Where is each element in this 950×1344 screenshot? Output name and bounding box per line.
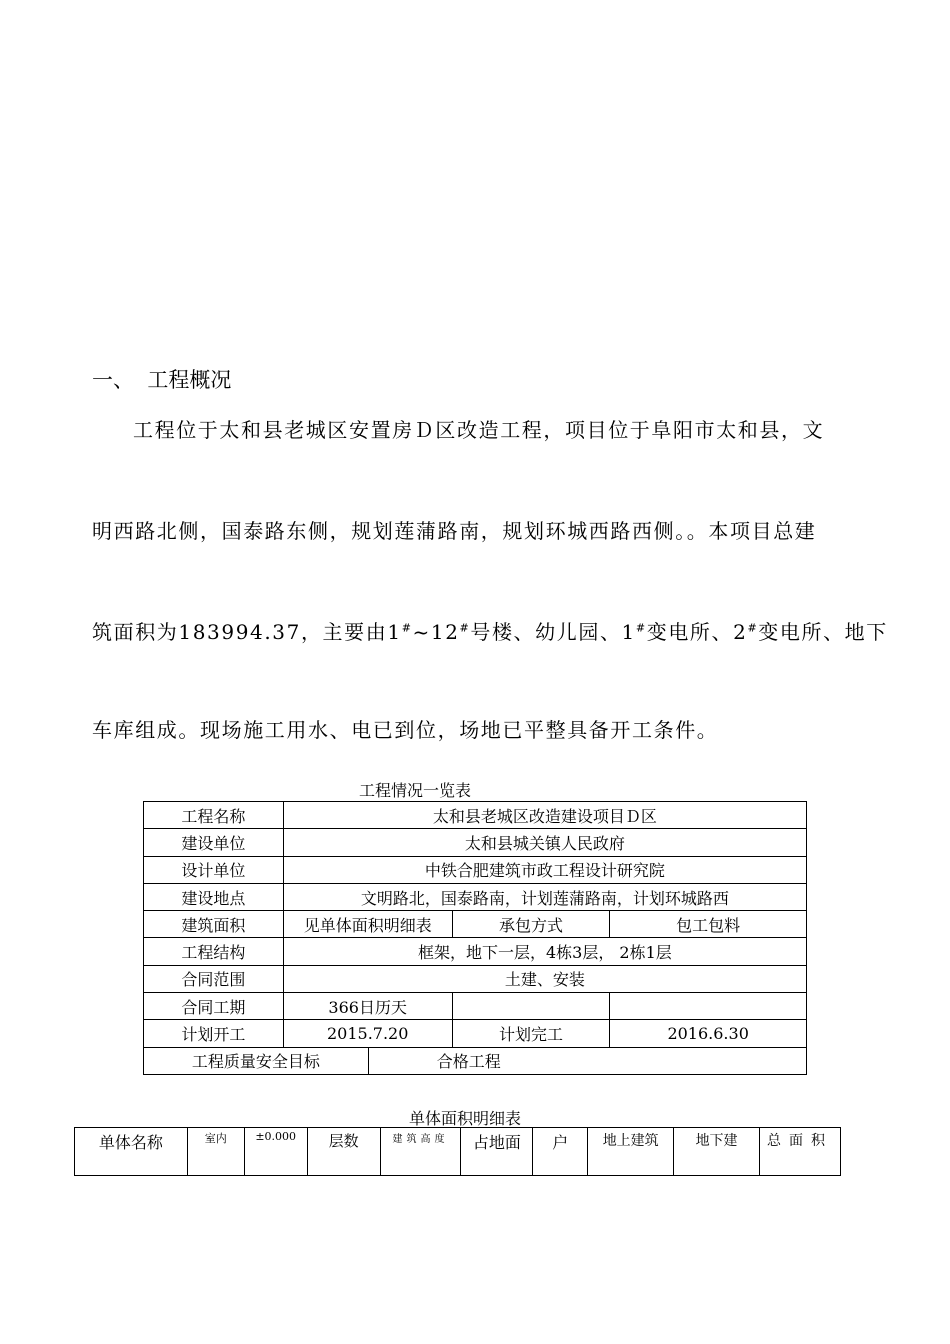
paragraph-text: 变电所、地下 — [758, 620, 888, 644]
column-header: 层数 — [307, 1128, 380, 1176]
table-row — [144, 938, 807, 965]
overview-table-caption: 工程情况一览表 — [359, 781, 472, 800]
table-cell-value: 2015.7.20 — [283, 1020, 452, 1047]
column-header: 总面积 — [759, 1128, 840, 1176]
table-cell-empty — [610, 993, 807, 1020]
table-row — [144, 802, 807, 829]
area-table-caption: 单体面积明细表 — [409, 1109, 522, 1128]
column-header: 地上建筑 — [588, 1128, 674, 1176]
table-cell-label: 合同工期 — [144, 993, 284, 1020]
table-cell-value: 合格工程 — [368, 1047, 806, 1074]
paragraph-text: ~12 — [412, 620, 460, 644]
paragraph-text: 号楼、幼儿园、1 — [470, 620, 636, 644]
column-header: 户 — [533, 1128, 588, 1176]
section-title: 工程概况 — [147, 368, 232, 392]
table-cell-value: 包工包料 — [610, 911, 807, 938]
table-cell-label: 工程名称 — [144, 802, 284, 829]
table-cell-label: 建筑面积 — [144, 911, 284, 938]
table-row — [144, 965, 807, 992]
table-row — [144, 993, 807, 1020]
table-cell-label: 计划完工 — [452, 1020, 610, 1047]
table-row — [144, 856, 807, 883]
table-cell-label: 建设地点 — [144, 883, 284, 910]
area-table — [74, 1127, 841, 1176]
table-cell-value: 土建、安装 — [283, 965, 806, 992]
paragraph-line-4: 车库组成。现场施工用水、电已到位，场地已平整具备开工条件。 — [92, 718, 719, 742]
column-header: 室内 — [187, 1128, 244, 1176]
paragraph-text: 变电所、2 — [646, 620, 748, 644]
superscript: # — [747, 621, 759, 635]
section-number: 一、 — [92, 368, 134, 392]
table-cell-label: 建设单位 — [144, 829, 284, 856]
table-row — [144, 883, 807, 910]
table-cell-value: 366日历天 — [283, 993, 452, 1020]
table-cell-value: 太和县城关镇人民政府 — [283, 829, 806, 856]
table-cell-value: 中铁合肥建筑市政工程设计研究院 — [283, 856, 806, 883]
table-row — [144, 829, 807, 856]
column-header: 占地面 — [461, 1128, 533, 1176]
table-cell-label: 承包方式 — [452, 911, 610, 938]
table-row — [144, 911, 807, 938]
overview-table — [143, 801, 807, 1075]
superscript: # — [401, 621, 413, 635]
table-cell-value: 文明路北，国泰路南，计划莲蒲路南，计划环城路西 — [283, 883, 806, 910]
superscript: # — [459, 621, 471, 635]
table-row — [144, 1047, 807, 1074]
column-header: ±0.000 — [244, 1128, 307, 1176]
column-header: 地下建 — [674, 1128, 760, 1176]
table-row — [144, 1020, 807, 1047]
table-cell-label: 计划开工 — [144, 1020, 284, 1047]
column-header: 建筑高度 — [380, 1128, 461, 1176]
table-cell-value: 2016.6.30 — [610, 1020, 807, 1047]
superscript: # — [635, 621, 647, 635]
table-cell-label: 设计单位 — [144, 856, 284, 883]
paragraph-line-1: 工程位于太和县老城区安置房Ｄ区改造工程，项目位于阜阳市太和县，文 — [133, 418, 825, 442]
table-cell-value: 见单体面积明细表 — [283, 911, 452, 938]
paragraph-line-3 — [92, 616, 888, 645]
table-cell-value: 太和县老城区改造建设项目Ｄ区 — [283, 802, 806, 829]
table-cell-label: 工程质量安全目标 — [144, 1047, 369, 1074]
table-cell-empty — [452, 993, 610, 1020]
paragraph-line-2: 明西路北侧，国泰路东侧，规划莲蒲路南，规划环城西路西侧。。本项目总建 — [92, 519, 817, 543]
paragraph-text: 筑面积为183994.37，主要由1 — [92, 620, 402, 644]
table-header-row — [75, 1128, 841, 1176]
column-header: 单体名称 — [75, 1128, 188, 1176]
section-heading — [92, 364, 231, 394]
table-cell-label: 工程结构 — [144, 938, 284, 965]
table-cell-label: 合同范围 — [144, 965, 284, 992]
table-cell-value: 框架，地下一层，4栋3层， 2栋1层 — [283, 938, 806, 965]
